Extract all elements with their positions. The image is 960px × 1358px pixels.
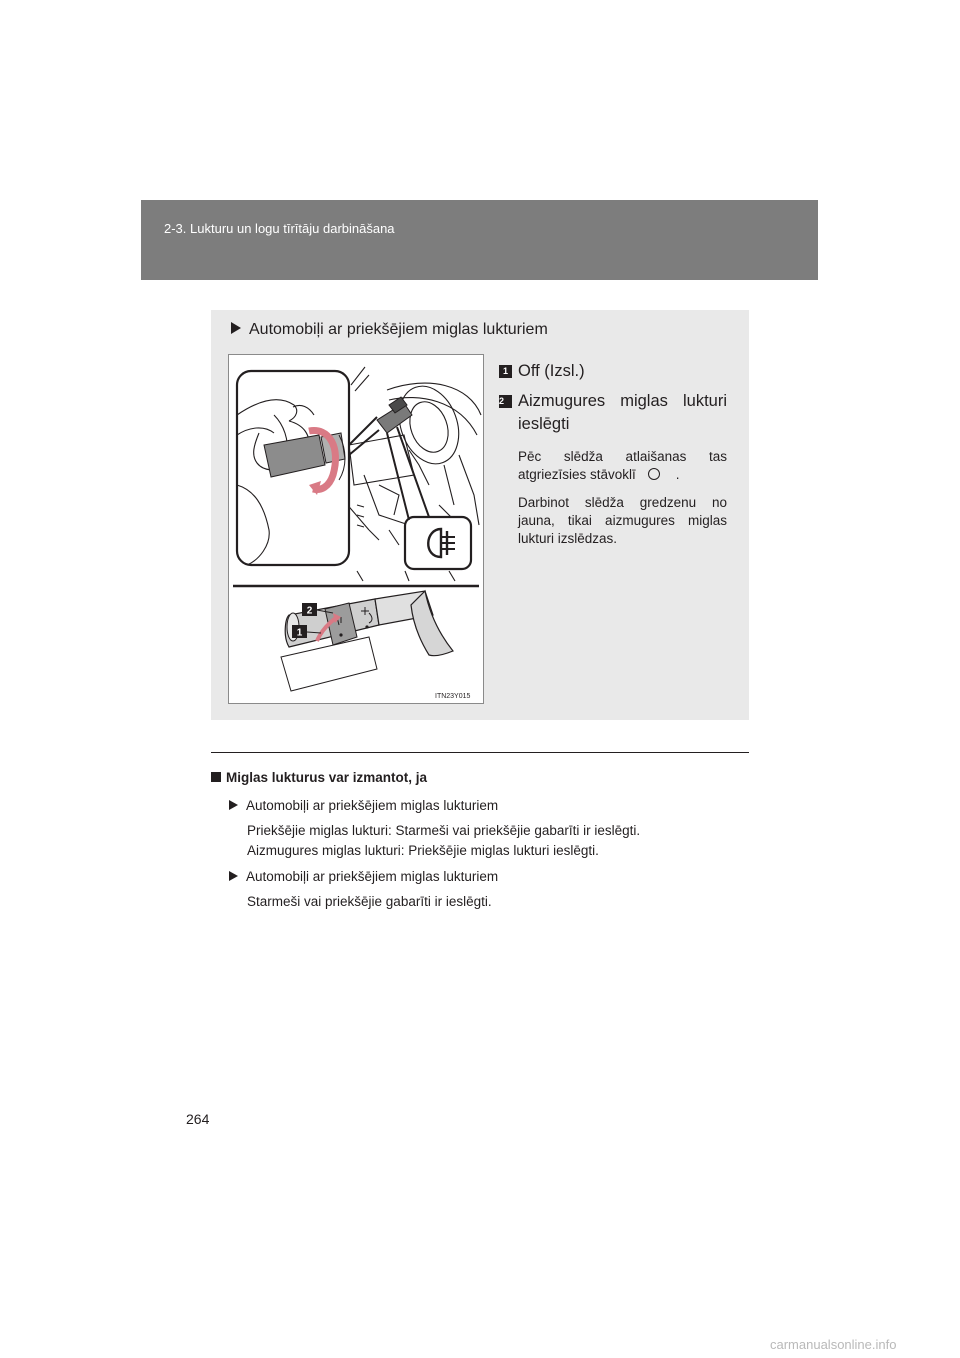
instruction-panel [211, 310, 749, 720]
info-variant-1-text: Automobiļi ar priekšējiem miglas lukturiem [246, 798, 499, 813]
note-1-end: . [675, 467, 680, 482]
callout-1-label: 1 [296, 627, 303, 639]
info-variant-1-line-2: Aizmugures miglas lukturi: Priekšējie miglas lukturi ieslēgti. [247, 843, 599, 858]
panel-heading-text: Automobiļi ar priekšējiem miglas lukturiem [249, 321, 548, 338]
note-ring-operation: Darbinot slēdža gredzenu no jauna, tikai aizmugures miglas lukturi izslēdzas. [518, 495, 727, 546]
step-2-number: 2 [499, 395, 512, 408]
triangle-bullet-icon [229, 800, 238, 810]
info-variant-1-line-1: Priekšējie miglas lukturi: Starmeši vai priekšējie gabarīti ir ieslēgti. [247, 823, 641, 838]
info-section [211, 770, 751, 909]
callout-2-label: 2 [306, 605, 313, 617]
info-variant-2-line-1: Starmeši vai priekšējie gabarīti ir ieslēgti. [247, 894, 492, 909]
triangle-bullet-icon [229, 871, 238, 881]
steps-list [499, 360, 727, 548]
section-title: 2-3. Lukturu un logu tīrītāju darbināšana [164, 221, 395, 236]
watermark: carmanualsonline.info [770, 1337, 897, 1352]
note-1-text: Pēc slēdža atlaišanas tas atgriezīsies stāvoklī [518, 449, 727, 482]
info-variant-1 [229, 798, 498, 813]
section-header [141, 200, 818, 280]
stalk-detail [377, 397, 412, 433]
step-2-text: Aizmugures miglas lukturi ieslēgti [518, 392, 727, 433]
fog-switch-drawing [229, 355, 483, 703]
info-heading-text: Miglas lukturus var izmantot, ja [226, 770, 428, 785]
triangle-bullet-icon [231, 322, 241, 334]
page-number: 264 [186, 1111, 210, 1127]
note-return-position [499, 448, 727, 484]
panel-heading [231, 321, 548, 339]
section-divider [211, 752, 749, 753]
switch-illustration [228, 354, 484, 704]
step-1-number: 1 [499, 365, 512, 378]
square-bullet-icon [211, 772, 221, 782]
info-heading [211, 770, 751, 790]
magnified-hand-frame [237, 371, 379, 565]
info-variant-2-text: Automobiļi ar priekšējiem miglas lukturiem [246, 869, 499, 884]
step-1 [499, 360, 727, 383]
illustration-code: ITN23Y015 [435, 693, 471, 700]
circle-position-icon [648, 468, 660, 480]
step-2 [499, 390, 727, 436]
info-variant-2 [229, 869, 498, 884]
rear-fog-light-icon [387, 427, 471, 569]
step-1-text: Off (Izsl.) [518, 362, 585, 380]
